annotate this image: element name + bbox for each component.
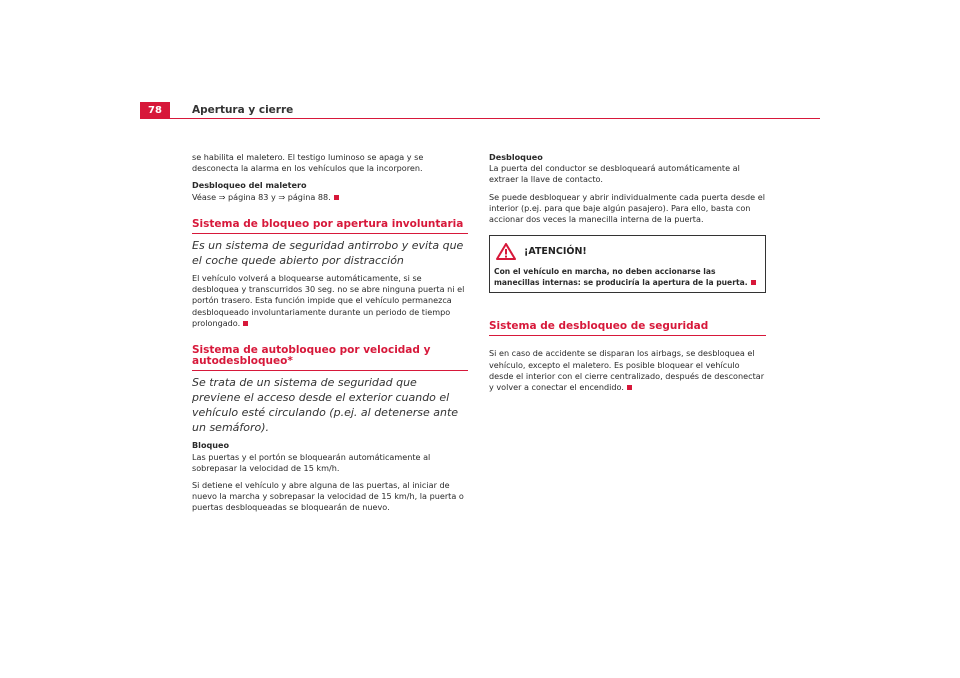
desbloqueo-paragraph-1: La puerta del conductor se desbloqueará automáticamente al extraer la llave de contacto. [489,163,740,185]
desbloqueo-seguridad-paragraph [489,348,766,393]
bloqueo-paragraph-1: Las puertas y el portón se bloquearán automáticamente al sobrepasar la velocidad de 15 km/h. [192,451,431,473]
bloqueo-involuntario-paragraph [192,273,468,329]
section-title-desbloqueo-seguridad: Sistema de desbloqueo de seguridad [489,321,766,336]
warning-header [490,236,765,264]
warning-box [489,235,766,293]
warning-triangle-icon [496,243,516,260]
section-subtitle-bloqueo-involuntario: Es un sistema de seguridad antirrobo y evita que el coche quede abierto por distracción [192,239,464,268]
warning-text: Con el vehículo en marcha, no deben accionarse las manecillas internas: se produciría la apertura de la puerta. [494,267,748,288]
desbloqueo-label: Desbloqueo [489,152,543,162]
warning-body [490,264,765,292]
bloqueo-involuntario-text: El vehículo volverá a bloquearse automáticamente, si se desbloquea y transcurridos 30 seg. no se abre ninguna puerta ni el portón trasero. Esta función impide que el vehículo permanezca desbloqueado involuntariamente durante un periodo de tiempo prolongado. [192,273,465,328]
desbloqueo-seguridad-text: Si en caso de accidente se disparan los airbags, se desbloquea el vehículo, excepto el maletero. Es posible bloquear el vehículo desde el interior con el cierre centralizado, después de desconectar y volver a conectar el encendido. [489,348,765,393]
end-square-icon [627,385,632,390]
spacer [489,293,766,321]
end-square-icon [243,321,248,326]
header-divider [170,118,820,119]
chapter-title: Apertura y cierre [192,104,294,116]
intro-paragraph: se habilita el maletero. El testigo luminoso se apaga y se desconecta la alarma en los vehículos que la incorporen. [192,152,424,174]
section-title-bloqueo-involuntario: Sistema de bloqueo por apertura involuntaria [192,219,468,234]
left-column [192,152,468,520]
desbloqueo-maletero-paragraph [192,192,468,203]
desbloqueo-paragraph-2: Se puede desbloquear y abrir individualmente cada puerta desde el interior (p.ej. para que baje algún pasajero). Para ello, basta con accionar dos veces la manecilla interna de la puerta. [489,191,765,225]
bloqueo-paragraph-2: Si detiene el vehículo y abre alguna de las puertas, al iniciar de nuevo la marcha y sobrepasar la velocidad de 15 km/h, la puerta o puertas desbloqueadas se bloquearán de nuevo. [192,480,464,513]
bloqueo-label: Bloqueo [192,440,230,451]
warning-title: ¡ATENCIÓN! [524,245,587,257]
desbloqueo-maletero-text: Véase ⇒ página 83 y ⇒ página 88. [192,191,331,202]
end-square-icon [334,195,339,200]
end-square-icon [751,280,756,285]
right-column [489,152,766,399]
section-subtitle-autobloqueo: Se trata de un sistema de seguridad que previene el acceso desde el exterior cuando el vehículo esté circulando (p.ej. al detenerse ante un semáforo). [192,376,459,435]
section-title-autobloqueo: Sistema de autobloqueo por velocidad y autodesbloqueo* [192,345,468,371]
desbloqueo-maletero-label: Desbloqueo del maletero [192,180,307,191]
page-number: 78 [140,102,170,119]
